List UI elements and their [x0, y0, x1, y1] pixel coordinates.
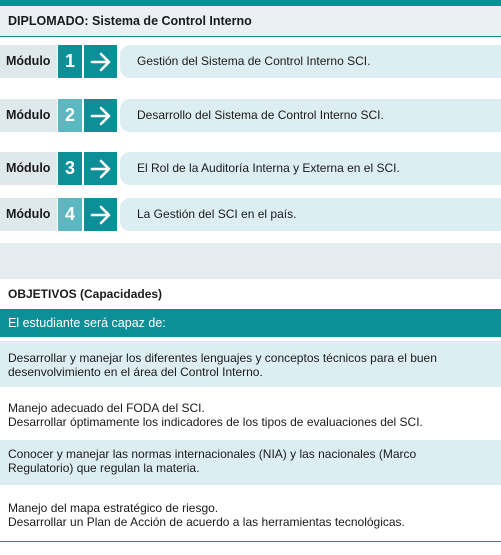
objective-line: Conocer y manejar las normas internacionales (NIA) y las nacionales (Marco	[8, 447, 417, 461]
module-number: 1	[58, 45, 82, 78]
objective-item	[0, 498, 501, 538]
objective-line: Regulatorio) que regulan la materia.	[8, 461, 200, 475]
bottom-divider	[0, 541, 501, 542]
module-text: Gestión del Sistema de Control Interno SCI.	[137, 54, 371, 68]
intro-bar	[0, 309, 501, 337]
module-number: 2	[58, 99, 82, 132]
module-label: Módulo	[0, 99, 57, 132]
arrow-right-icon	[84, 45, 117, 78]
objective-line: Desarrollar y manejar los diferentes lenguajes y conceptos técnicos para el buen	[8, 351, 437, 365]
objectives-header	[0, 279, 501, 309]
arrow-right-icon	[84, 198, 117, 231]
objective-line: Manejo adecuado del FODA del SCI.	[8, 401, 205, 415]
objective-line: Manejo del mapa estratégico de riesgo.	[8, 501, 219, 515]
objective-item	[0, 398, 501, 436]
objective-line: desenvolvimiento en el área del Control Interno.	[8, 365, 263, 379]
module-text: La Gestión del SCI en el país.	[137, 207, 297, 221]
module-row	[0, 45, 501, 78]
module-label: Módulo	[0, 45, 57, 78]
module-text: Desarrollo del Sistema de Control Interno SCI.	[137, 108, 384, 122]
arrow-right-icon	[84, 152, 117, 185]
objective-item	[0, 341, 501, 387]
module-number: 4	[58, 198, 82, 231]
intro-text: El estudiante será capaz de:	[8, 316, 166, 330]
module-text: El Rol de la Auditoría Interna y Externa en el SCI.	[137, 161, 400, 175]
module-row	[0, 152, 501, 185]
objective-item	[0, 440, 501, 485]
module-label: Módulo	[0, 198, 57, 231]
module-row	[0, 198, 501, 231]
objective-line: Desarrollar un Plan de Acción de acuerdo a las herramientas tecnológicas.	[8, 515, 405, 529]
objective-line: Desarrollar óptimamente los indicadores de los tipos de evaluaciones del SCI.	[8, 415, 423, 429]
module-number: 3	[58, 152, 82, 185]
title-band	[0, 6, 501, 37]
section-separator	[0, 243, 501, 279]
objectives-title: OBJETIVOS (Capacidades)	[8, 287, 163, 301]
module-label: Módulo	[0, 152, 57, 185]
arrow-right-icon	[84, 99, 117, 132]
page-title: DIPLOMADO: Sistema de Control Interno	[8, 14, 252, 28]
module-row	[0, 99, 501, 132]
